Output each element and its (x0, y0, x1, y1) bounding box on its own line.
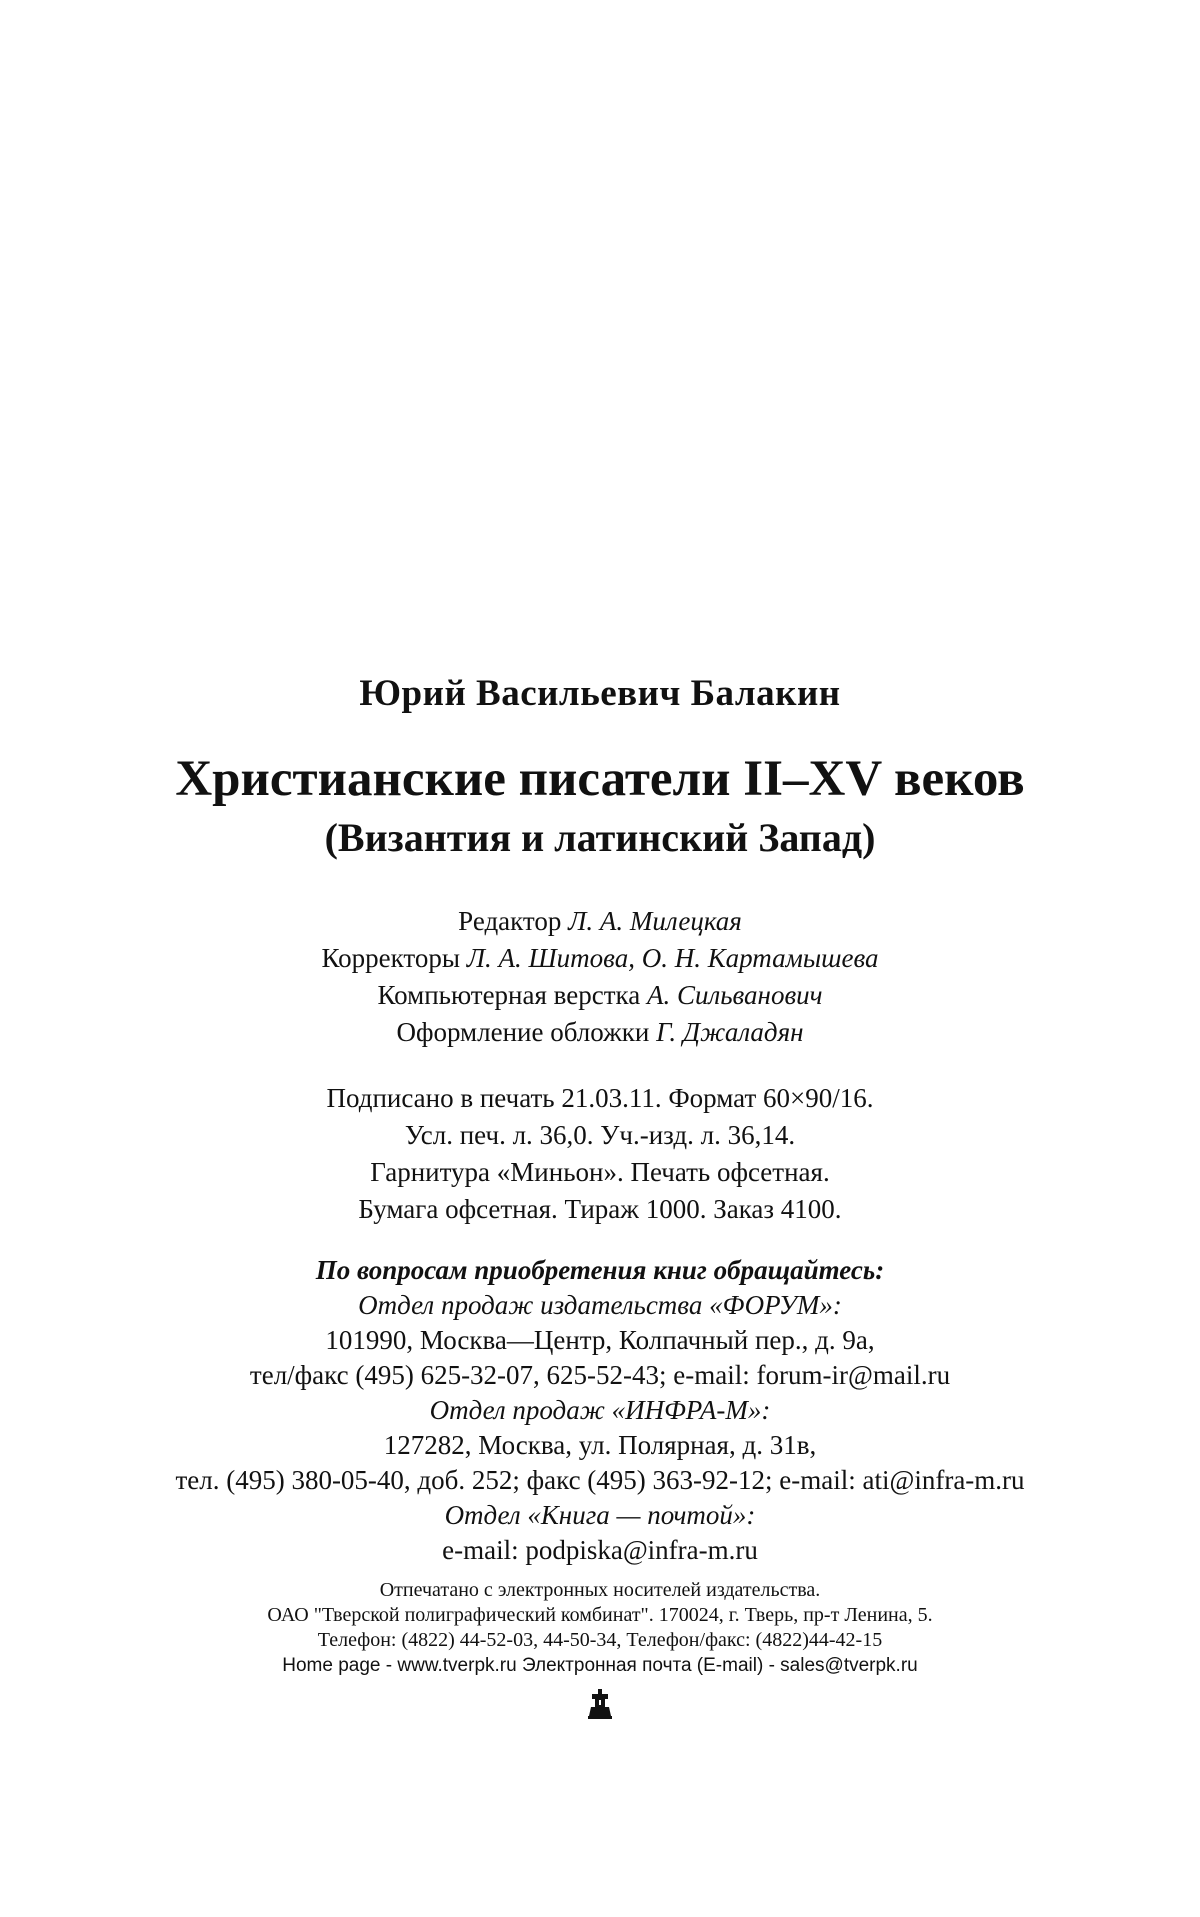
infra-address: 127282, Москва, ул. Полярная, д. 31в, (383, 1430, 817, 1460)
credit-layout (0, 977, 1200, 1014)
author-name: Юрий Васильевич Балакин (359, 673, 841, 714)
print-info-line: Усл. печ. л. 36,0. Уч.-изд. л. 36,14. (404, 1120, 796, 1150)
credit-role: Редактор (458, 906, 562, 936)
credits-list (0, 903, 1200, 1051)
credit-editor (0, 903, 1200, 940)
forum-address: 101990, Москва—Центр, Колпачный пер., д. 9а, (325, 1325, 875, 1355)
print-info (0, 1080, 1200, 1228)
credit-role: Оформление обложки (396, 1017, 650, 1047)
credit-cover (0, 1014, 1200, 1051)
credit-role: Корректоры (321, 943, 460, 973)
forum-phones: тел/факс (495) 625-32-07, 625-52-43; e-mail: forum-ir@mail.ru (249, 1360, 951, 1390)
credit-proofreaders (0, 940, 1200, 977)
sales-contacts (0, 1253, 1200, 1568)
credit-names: Л. А. Милецкая (568, 906, 742, 936)
mail-dept: Отдел «Книга — почтой»: (444, 1500, 756, 1530)
credit-names: А. Сильванович (646, 980, 823, 1010)
credit-names: Л. А. Шитова, О. Н. Картамышева (466, 943, 879, 973)
printer-line: Телефон: (4822) 44-52-03, 44-50-34, Телефон/факс: (4822)44-42-15 (317, 1629, 883, 1651)
infra-dept: Отдел продаж «ИНФРА-М»: (429, 1395, 771, 1425)
print-info-line: Гарнитура «Миньон». Печать офсетная. (370, 1157, 830, 1187)
forum-dept: Отдел продаж издательства «ФОРУМ»: (358, 1290, 842, 1320)
printer-line: ОАО "Тверской полиграфический комбинат". 170024, г. Тверь, пр-т Ленина, 5. (267, 1604, 933, 1626)
printer-logo-icon (587, 1688, 613, 1720)
infra-phones: тел. (495) 380-05-40, доб. 252; факс (495) 363-92-12; e-mail: ati@infra-m.ru (175, 1465, 1025, 1495)
book-title: Христианские писатели II–XV веков (175, 751, 1025, 807)
mail-email: e-mail: podpiska@infra-m.ru (442, 1535, 758, 1565)
credit-names: Г. Джаладян (656, 1017, 804, 1047)
print-info-line: Подписано в печать 21.03.11. Формат 60×90/16. (326, 1083, 874, 1113)
printer-info (0, 1578, 1200, 1678)
printer-line: Отпечатано с электронных носителей издательства. (379, 1579, 821, 1601)
contacts-heading: По вопросам приобретения книг обращайтесь: (315, 1255, 885, 1285)
credit-role: Компьютерная верстка (377, 980, 641, 1010)
printer-line: Home page - www.tverpk.ru Электронная почта (E-mail) - sales@tverpk.ru (282, 1655, 918, 1676)
print-info-line: Бумага офсетная. Тираж 1000. Заказ 4100. (358, 1194, 842, 1224)
book-subtitle: (Византия и латинский Запад) (324, 815, 876, 860)
